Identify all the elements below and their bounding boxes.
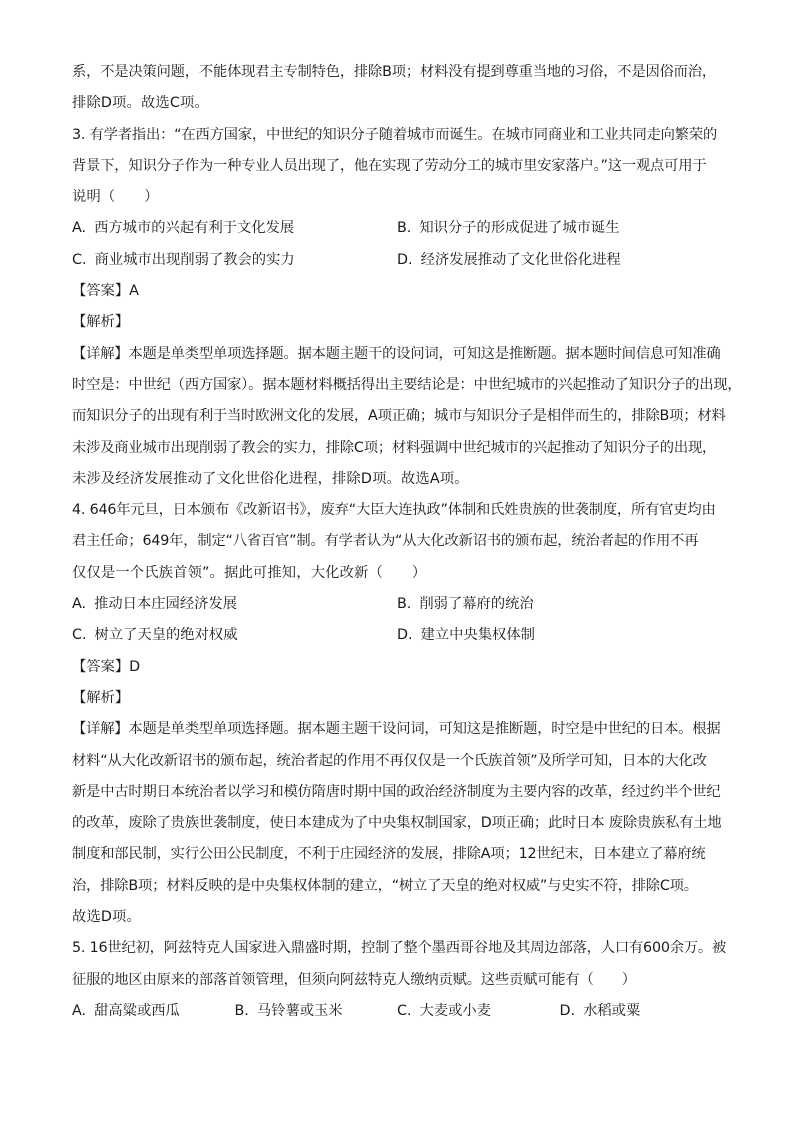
question-5-stem: 5. 16世纪初，阿兹特克人国家进入鼎盛时期，控制了整个墨西哥谷地及其周边部落，人口有600余万。被 — [72, 940, 727, 957]
option-c: C. 大麦或小麦 — [397, 1002, 492, 1019]
explanation-line: 而知识分子的出现有利于当时欧洲文化的发展，A项正确；城市与知识分子是相伴而生的，排除B项；材料 — [72, 408, 726, 425]
option-a: A. 西方城市的兴起有利于文化发展 — [72, 220, 295, 237]
option-c: C. 商业城市出现削弱了教会的实力 — [72, 251, 295, 268]
question-4-stem: 4. 646年元旦，日本颁布《改新诏书》，废弃“大臣大连执政”体制和氏姓贵族的世袭制度，所有官吏均由 — [72, 502, 716, 519]
question-3-stem: 背景下，知识分子作为一种专业人员出现了，他在实现了劳动分工的城市里安家落户。”这一观点可用于 — [72, 157, 707, 174]
explanation-line: 治，排除B项；材料反映的是中央集权体制的建立，“树立了天皇的绝对权威”与史实不符，排除C项。 — [72, 877, 698, 894]
question-3-stem: 说明（ ） — [72, 189, 159, 206]
question-3-options-row — [72, 250, 722, 281]
explanation-line: 未涉及经济发展推动了文化世俗化进程，排除D项。故选A项。 — [72, 470, 469, 487]
option-b: B. 马铃薯或玉米 — [234, 1002, 343, 1019]
option-b: B. 削弱了幕府的统治 — [397, 596, 534, 613]
analysis-label: 【解析】 — [72, 314, 130, 331]
question-3-stem: 3. 有学者指出：“在西方国家，中世纪的知识分子随着城市而诞生。在城市同商业和工业共同走向繁荣的 — [72, 126, 718, 143]
explanation-line: 时空是：中世纪（西方国家）。据本题材料概括得出主要结论是：中世纪城市的兴起推动了知识分子的出现， — [72, 376, 742, 393]
question-5-stem: 征服的地区由原来的部落首领管理，但须向阿兹特克人缴纳贡赋。这些贡赋可能有（ ） — [72, 971, 636, 988]
analysis-label: 【解析】 — [72, 689, 130, 706]
explanation-line: 制度和部民制，实行公田公民制度，不利于庄园经济的发展，排除A项；12世纪末，日本建立了幕府统 — [72, 846, 706, 863]
explanation-line: 的改革，废除了贵族世袭制度，使日本建成为了中央集权制国家，D项正确；此时日本 废除贵族私有土地 — [72, 815, 722, 832]
option-d: D. 水稻或粟 — [559, 1002, 641, 1019]
explanation-line: 材料“从大化改新诏书的颁布起，统治者起的作用不再仅仅是一个氏族首领”及所学可知，日本的大化改 — [72, 752, 707, 769]
option-d: D. 建立中央集权体制 — [397, 627, 535, 644]
explanation-line: 【详解】本题是单类型单项选择题。据本题主题干的设问词，可知这是推断题。据本题时间信息可知准确 — [72, 345, 721, 362]
text-line: 排除D项。故选C项。 — [72, 95, 209, 112]
page-content — [72, 62, 742, 1032]
explanation-line: 未涉及商业城市出现削弱了教会的实力，排除C项；材料强调中世纪城市的兴起推动了知识分子的出现， — [72, 439, 717, 456]
answer-label: 【答案】D — [72, 658, 141, 675]
question-3-options-row — [72, 218, 722, 249]
option-b: B. 知识分子的形成促进了城市诞生 — [397, 220, 620, 237]
explanation-line: 【详解】本题是单类型单项选择题。据本题主题干设问词，可知这是推断题，时空是中世纪的日本。根据 — [72, 721, 721, 738]
question-4-stem: 仅仅是一个氏族首领”。据此可推知，大化改新（ ） — [72, 564, 427, 581]
question-4-options-row — [72, 625, 722, 656]
option-d: D. 经济发展推动了文化世俗化进程 — [397, 251, 621, 268]
question-4-options-row — [72, 594, 722, 625]
question-5-options-row — [72, 1001, 722, 1032]
option-c: C. 树立了天皇的绝对权威 — [72, 627, 238, 644]
text-line: 系，不是决策问题，不能体现君主专制特色，排除B项；材料没有提到尊重当地的习俗，不是因俗而治， — [72, 64, 716, 80]
answer-label: 【答案】A — [72, 283, 139, 300]
explanation-line: 故选D项。 — [72, 909, 141, 926]
explanation-line: 新是中古时期日本统治者以学习和模仿隋唐时期中国的政治经济制度为主要内容的改革，经过约半个世纪 — [72, 783, 721, 800]
question-4-stem: 君主任命；649年，制定“八省百官”制。有学者认为“从大化改新诏书的颁布起，统治者起的作用不再 — [72, 533, 699, 550]
option-a: A. 甜高粱或西瓜 — [72, 1002, 180, 1019]
option-a: A. 推动日本庄园经济发展 — [72, 596, 238, 613]
